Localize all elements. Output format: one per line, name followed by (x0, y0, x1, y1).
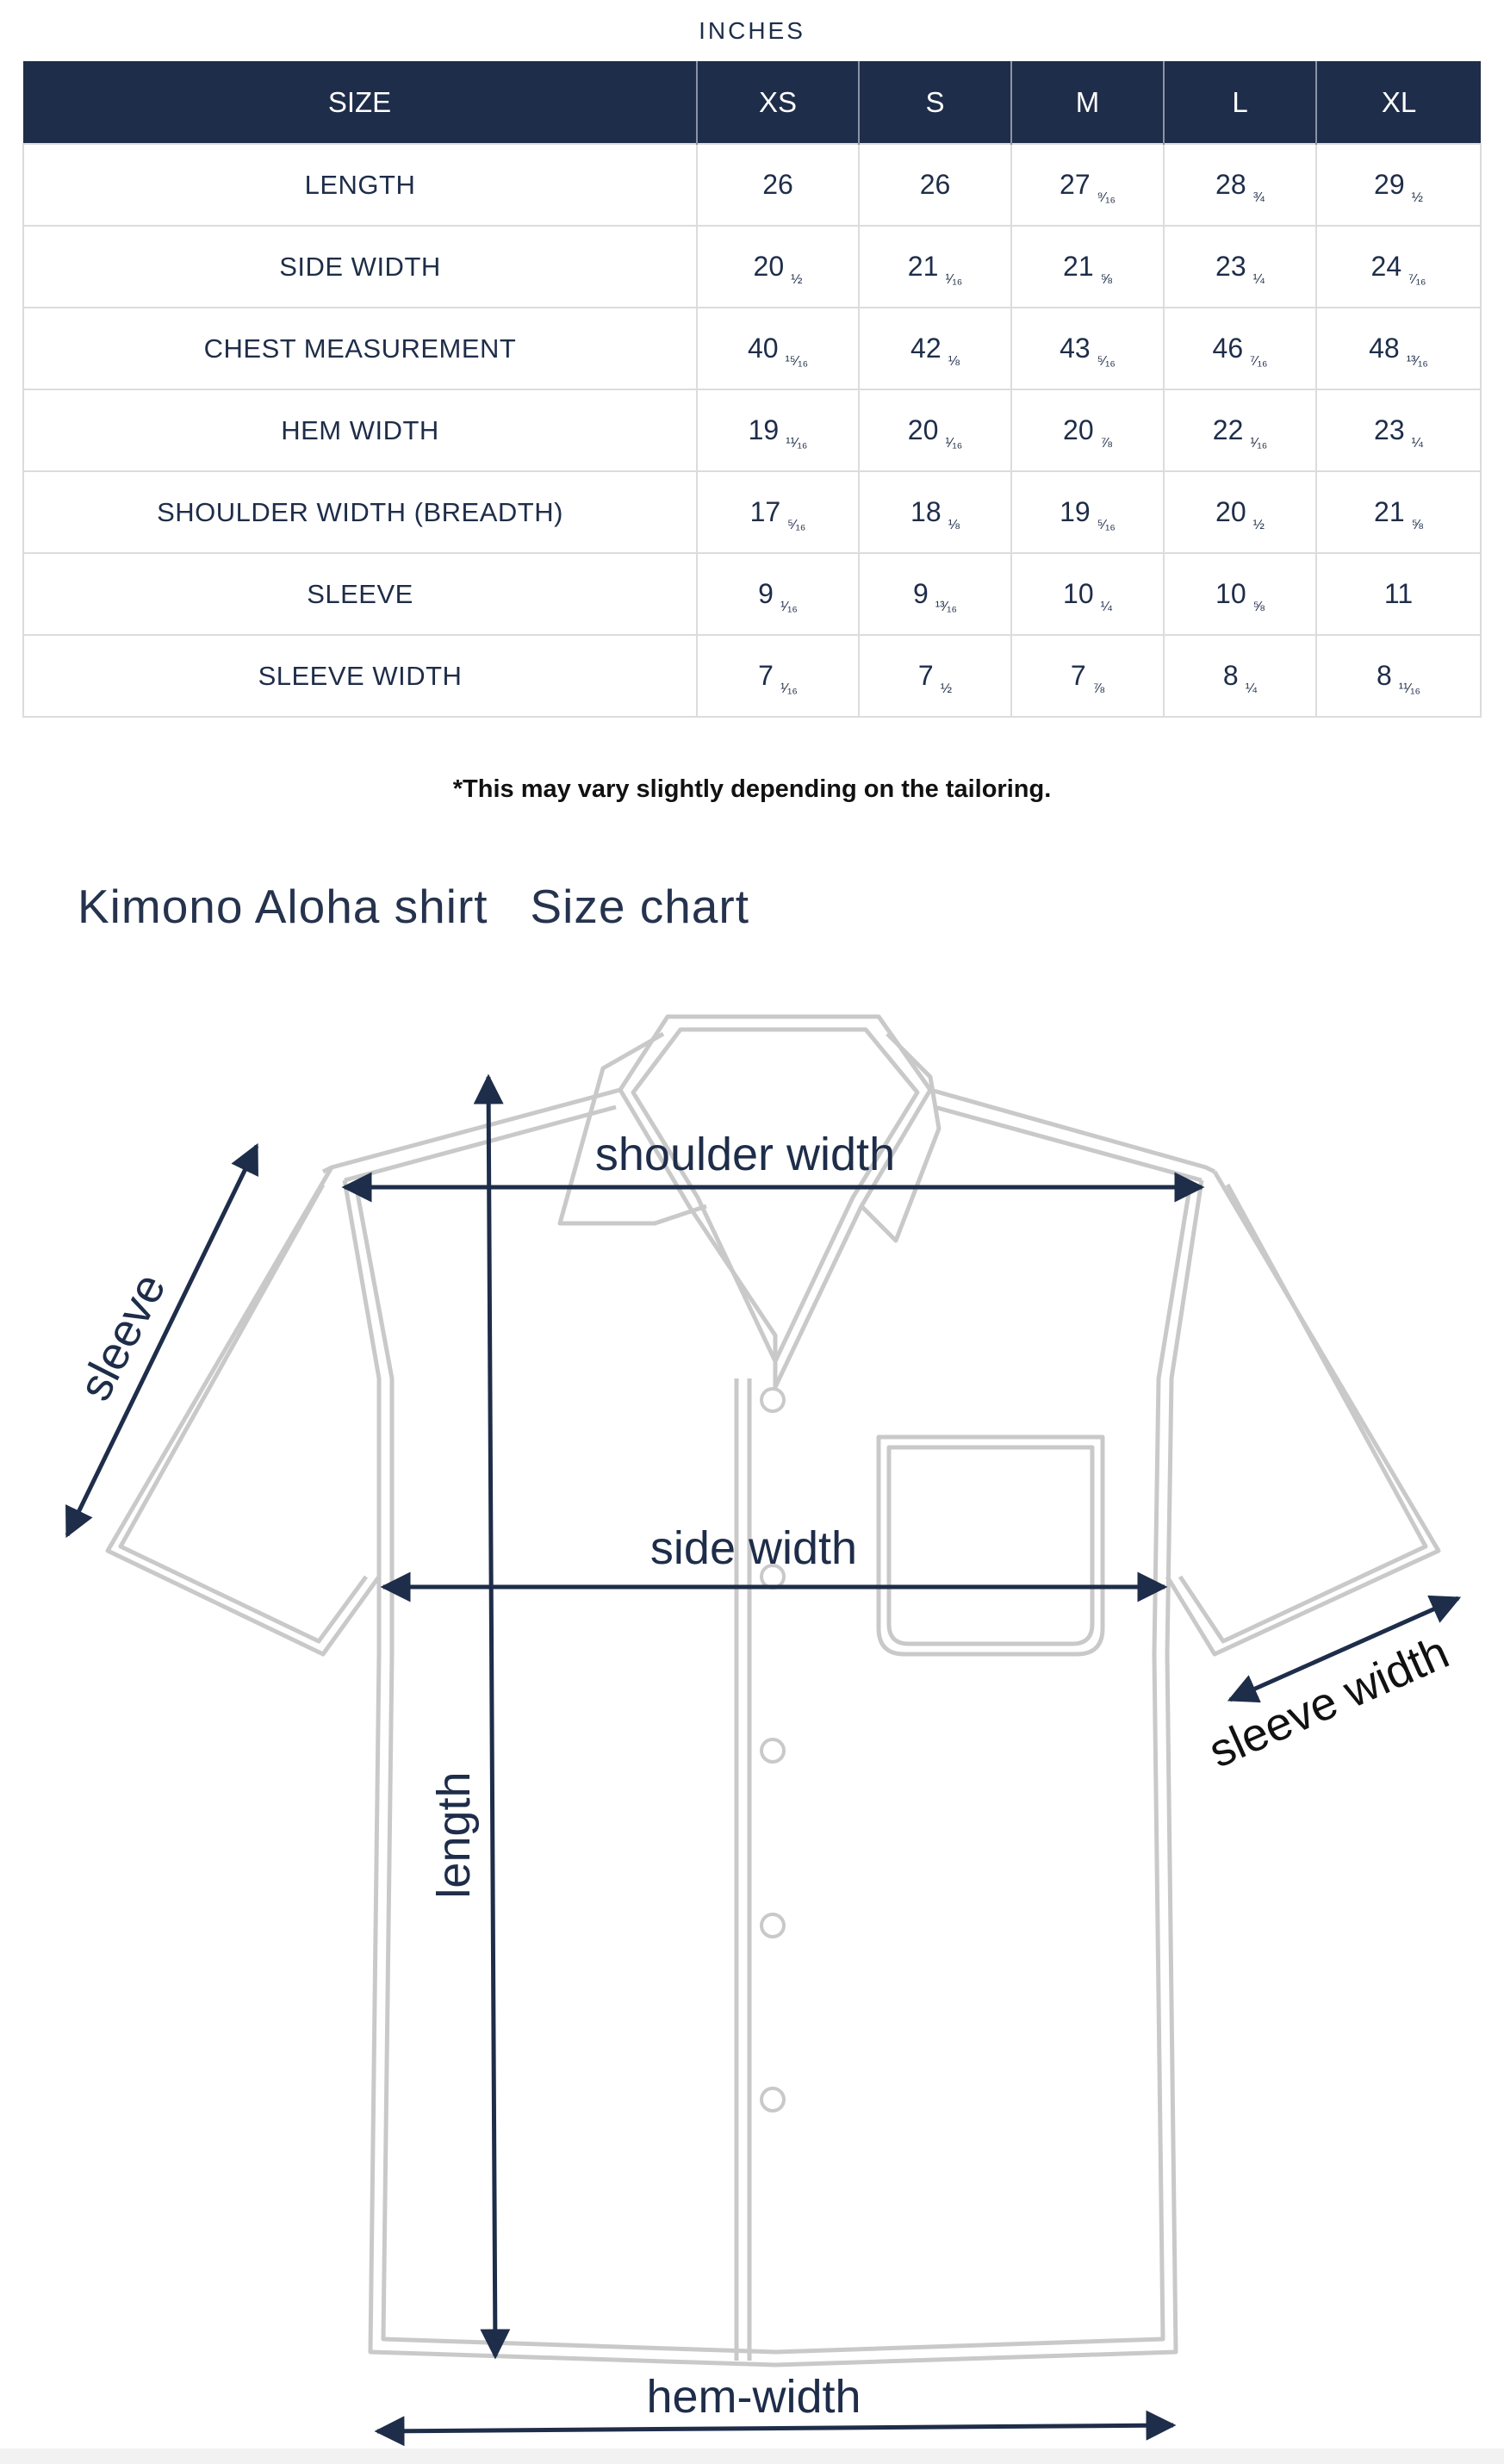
shirt-outline-icon (108, 1017, 1439, 2365)
unit-label: INCHES (699, 17, 805, 44)
header-size: SIZE (23, 61, 697, 144)
measurement-whole: 20 (907, 414, 939, 445)
length-label: length (428, 1771, 480, 1899)
measurement-fraction: ¹⁵⁄₁₆ (785, 354, 809, 369)
measurement-fraction: ¹⁄₁₆ (1250, 436, 1268, 451)
measurement-whole: 23 (1374, 414, 1405, 445)
measurement-whole: 11 (1383, 578, 1414, 609)
row-label: CHEST MEASUREMENT (23, 308, 697, 389)
measurement-cell (1316, 471, 1481, 553)
table-row (23, 471, 1481, 553)
measurement-fraction: ⅝ (1252, 600, 1265, 614)
chart-title: Kimono Aloha shirt Size chart (78, 880, 749, 933)
measurement-fraction: ¼ (1100, 600, 1112, 614)
measurement-fraction: ¹¹⁄₁₆ (1398, 681, 1420, 696)
measurement-cell (859, 635, 1011, 717)
measurement-cell (697, 553, 859, 635)
shoulder-width-label: shoulder width (594, 1129, 896, 1180)
measurement-fraction: ⅛ (948, 518, 960, 532)
measurement-fraction: ¼ (1252, 272, 1265, 287)
measurement-fraction: ¼ (1411, 436, 1423, 451)
table-body (23, 144, 1481, 717)
measurement-whole: 18 (910, 496, 942, 527)
measurement-whole: 24 (1370, 251, 1402, 282)
measurement-fraction: ¹⁄₁₆ (780, 681, 798, 696)
measurement-whole: 48 (1369, 333, 1400, 364)
measurement-cell (1316, 226, 1481, 308)
header-size-m: M (1011, 61, 1164, 144)
measurement-fraction: ½ (1252, 518, 1265, 532)
measurement-whole: 22 (1212, 414, 1244, 445)
length-arrow (488, 1077, 495, 2356)
measurement-cell (697, 389, 859, 471)
measurement-whole: 20 (1063, 414, 1094, 445)
measurement-cell (1011, 471, 1164, 553)
measurement-whole: 23 (1215, 251, 1246, 282)
measurement-whole: 21 (907, 251, 939, 282)
measurement-fraction: ⅝ (1411, 518, 1423, 532)
button-icon (761, 2088, 784, 2111)
sleeve-width-label: sleeve width (1201, 1626, 1457, 1778)
measurement-fraction: ¹⁄₁₆ (945, 436, 963, 451)
measurement-whole: 7 (758, 660, 774, 691)
measurement-cell (1164, 144, 1316, 226)
bottom-strip (0, 2448, 1504, 2464)
measurement-whole: 27 (1060, 169, 1091, 200)
measurement-fraction: ⅞ (1100, 436, 1112, 451)
measurement-whole: 26 (919, 169, 951, 200)
measurement-cell (1011, 635, 1164, 717)
measurement-fraction: ⅞ (1092, 681, 1105, 696)
measurement-fraction: ¹¹⁄₁₆ (786, 436, 808, 451)
side-width-label: side width (649, 1522, 858, 1574)
measurement-cell (697, 144, 859, 226)
measurement-whole: 7 (917, 660, 934, 691)
measurement-fraction: ⁵⁄₁₆ (1097, 354, 1116, 369)
button-icon (761, 1739, 784, 1762)
shirt-diagram (0, 974, 1504, 2448)
measurement-fraction: ⅝ (1100, 272, 1112, 287)
measurement-cell (859, 553, 1011, 635)
measurement-cell (1164, 471, 1316, 553)
row-label: SLEEVE WIDTH (23, 635, 697, 717)
row-label: SHOULDER WIDTH (BREADTH) (23, 471, 697, 553)
measurement-cell (859, 308, 1011, 389)
measurement-cell (1316, 553, 1481, 635)
measurement-whole: 10 (1063, 578, 1094, 609)
measurement-whole: 20 (753, 251, 785, 282)
header-size-s: S (859, 61, 1011, 144)
table-row (23, 635, 1481, 717)
measurement-cell (697, 308, 859, 389)
measurement-cell (1164, 635, 1316, 717)
measurement-cell (1164, 308, 1316, 389)
measurement-fraction: ⁷⁄₁₆ (1250, 354, 1268, 369)
hem-width-label: hem-width (646, 2371, 861, 2423)
measurement-cell (1011, 389, 1164, 471)
measurement-cell (697, 471, 859, 553)
measurement-cell (1164, 553, 1316, 635)
measurement-cell (859, 389, 1011, 471)
row-label: LENGTH (23, 144, 697, 226)
row-label: SLEEVE (23, 553, 697, 635)
row-label: HEM WIDTH (23, 389, 697, 471)
measurement-cell (1316, 308, 1481, 389)
measurement-whole: 28 (1215, 169, 1246, 200)
measurement-fraction: ⅛ (948, 354, 960, 369)
measurement-whole: 8 (1222, 660, 1239, 691)
measurement-whole: 17 (749, 496, 781, 527)
header-size-xs: XS (697, 61, 859, 144)
measurement-whole: 21 (1374, 496, 1405, 527)
measurement-cell (1011, 553, 1164, 635)
table-row (23, 553, 1481, 635)
measurement-cell (1316, 144, 1481, 226)
measurement-whole: 8 (1377, 660, 1392, 691)
measurement-cell (697, 635, 859, 717)
measurement-whole: 19 (748, 414, 780, 445)
measurement-cell (1011, 308, 1164, 389)
measurement-cell (859, 226, 1011, 308)
measurement-cell (1316, 389, 1481, 471)
measurement-fraction: ¹⁄₁₆ (780, 600, 798, 614)
table-row (23, 226, 1481, 308)
tailoring-note: *This may vary slightly depending on the tailoring. (452, 775, 1052, 803)
measurement-whole: 26 (762, 169, 793, 200)
table-row (23, 308, 1481, 389)
button-icon (761, 1914, 784, 1937)
measurement-cell (697, 226, 859, 308)
measurement-cell (859, 471, 1011, 553)
table-row (23, 144, 1481, 226)
measurement-fraction: ⁵⁄₁₆ (1097, 518, 1116, 532)
measurement-whole: 9 (758, 578, 774, 609)
measurement-cell (859, 144, 1011, 226)
measurement-cell (1011, 226, 1164, 308)
measurement-fraction: ⁷⁄₁₆ (1408, 272, 1426, 287)
measurement-fraction: ¼ (1245, 681, 1258, 696)
measurement-fraction: ½ (940, 681, 953, 696)
table-row (23, 389, 1481, 471)
measurement-fraction: ¾ (1252, 190, 1265, 205)
sleeve-label: sleeve (68, 1265, 177, 1409)
measurement-whole: 29 (1374, 169, 1405, 200)
measurement-cell (1164, 226, 1316, 308)
measurement-whole: 9 (913, 578, 929, 609)
measurement-whole: 40 (747, 333, 779, 364)
measurement-fraction: ½ (1411, 190, 1423, 205)
row-label: SIDE WIDTH (23, 226, 697, 308)
measurement-whole: 10 (1215, 578, 1246, 609)
measurement-whole: 46 (1212, 333, 1244, 364)
hem-width-arrow (377, 2425, 1173, 2431)
measurement-cell (1164, 389, 1316, 471)
header-size-l: L (1164, 61, 1316, 144)
measurement-whole: 19 (1060, 496, 1091, 527)
measurement-whole: 42 (910, 333, 942, 364)
measurement-whole: 21 (1063, 251, 1094, 282)
measurement-cell (1011, 144, 1164, 226)
measurement-whole: 43 (1060, 333, 1091, 364)
size-table (22, 61, 1482, 718)
measurement-fraction: ⁹⁄₁₆ (1097, 190, 1116, 205)
measurement-fraction: ½ (791, 272, 803, 287)
measurement-cell (1316, 635, 1481, 717)
table-header-row (23, 61, 1481, 144)
measurement-fraction: ¹⁄₁₆ (945, 272, 963, 287)
measurement-whole: 7 (1070, 660, 1086, 691)
measurement-fraction: ¹³⁄₁₆ (1406, 354, 1428, 369)
measurement-fraction: ⁵⁄₁₆ (787, 518, 806, 532)
header-size-xl: XL (1316, 61, 1481, 144)
button-icon (761, 1389, 784, 1411)
measurement-whole: 20 (1215, 496, 1246, 527)
measurement-fraction: ¹³⁄₁₆ (935, 600, 957, 614)
